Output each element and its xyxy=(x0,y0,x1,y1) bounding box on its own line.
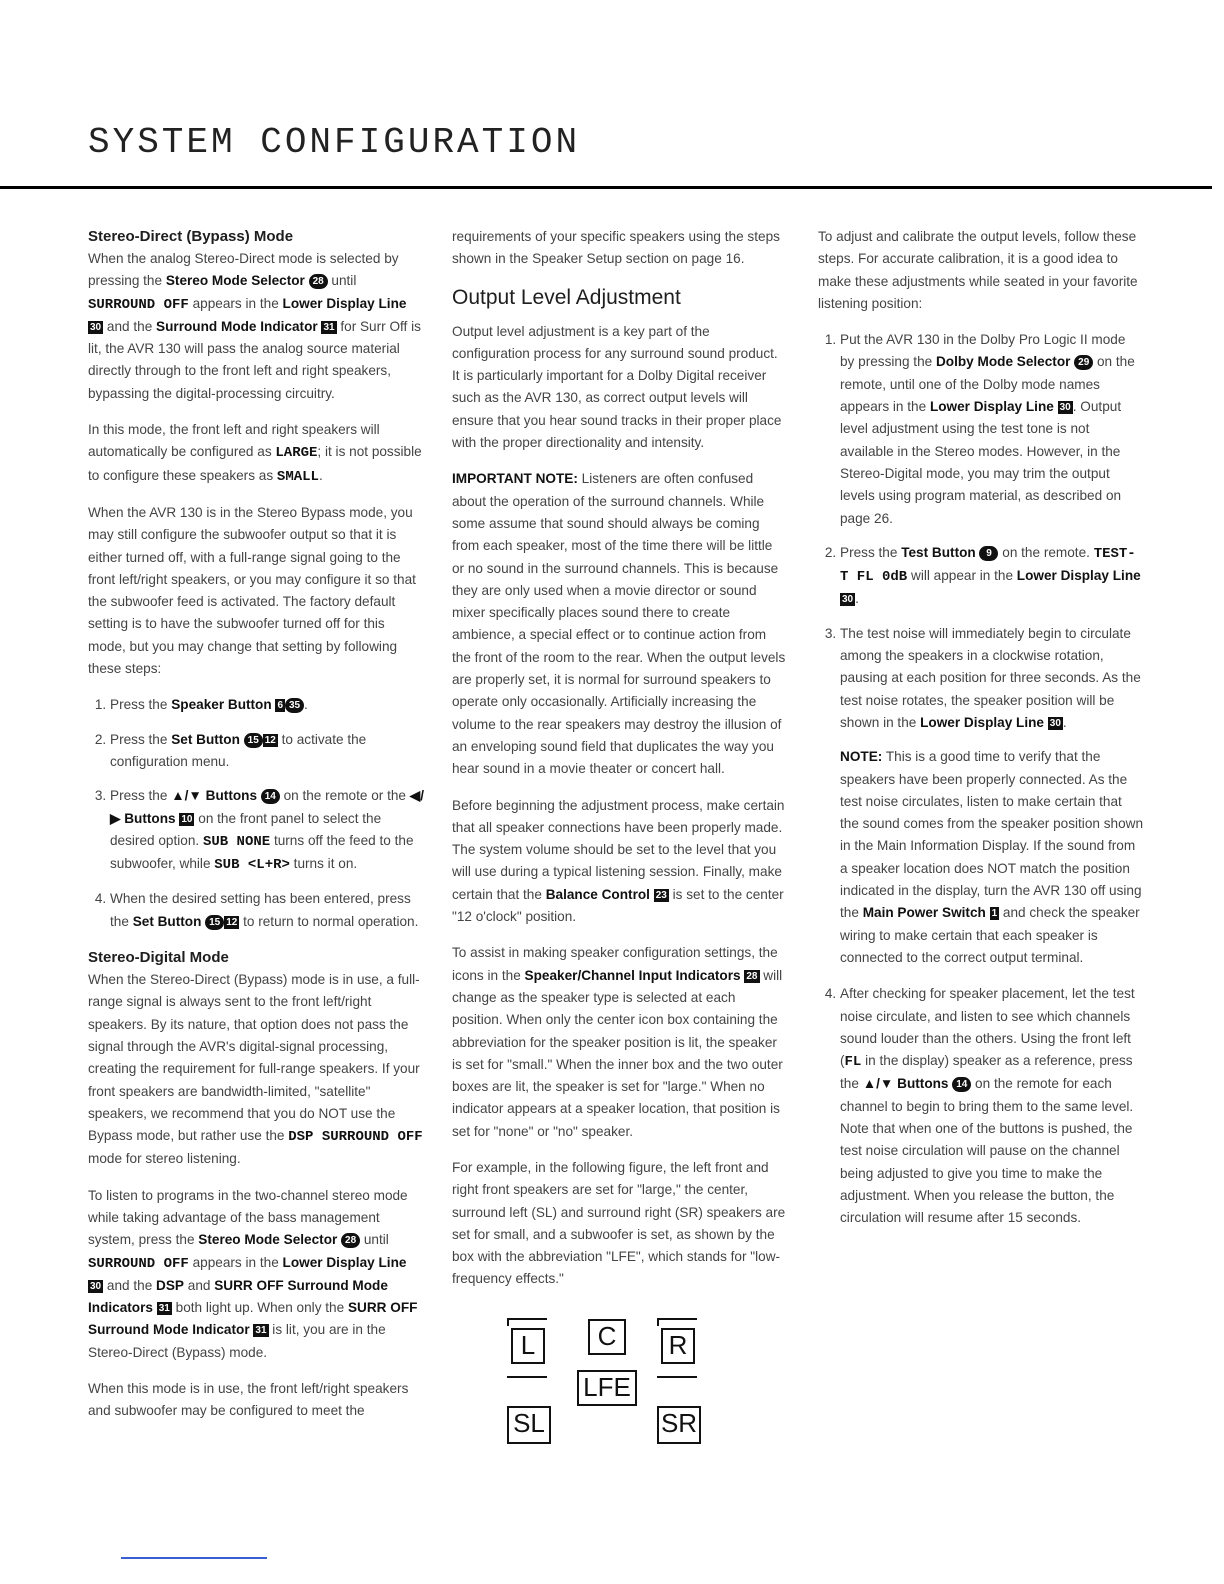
steps-list xyxy=(818,329,1143,1229)
ref-badge: 15 xyxy=(205,915,224,930)
paragraph: When the Stereo-Direct (Bypass) mode is in use, a full-range signal is always sent to the front left/right speakers. By its nature, that option does not pass the signal through the AVR's digital-signal processing, creating the requirement for full-range speakers. If your front speakers are bandwidth-limited, "satellite" speakers, we recommend that you do NOT use the Bypass mode, but rather use the DSP SURROUND OFF mode for stereo listening. xyxy=(88,972,423,1167)
steps-list xyxy=(88,694,424,933)
list-item: 4. When the desired setting has been entered, press the Set Button 15 12 to return to normal operation. xyxy=(110,888,424,933)
list-item: 4. After checking for speaker placement, let the test noise circulate, and listen to see which channels sound louder than the others. Using the front left (FL in the display) speaker as a reference, press the ▲/▼ Buttons 14 on the remote for each channel to begin to bring them to the same level. Note that when one of the buttons is pushed, the test noise circulation will pause on the channel being adjusted to give you time to make the adjustment. When you release the button, the circulation will resume after 15 seconds. xyxy=(840,983,1143,1229)
ref-badge: 28 xyxy=(746,970,758,982)
list-item: 1. Press the Speaker Button 6 35 . xyxy=(110,694,424,716)
ref-badge: 15 xyxy=(244,733,263,748)
heading-output-level: Output Level Adjustment xyxy=(452,285,681,309)
title-rule xyxy=(0,186,1212,189)
ref-badge: 12 xyxy=(264,734,276,746)
paragraph: requirements of your specific speakers using the steps shown in the Speaker Setup section on page 16. xyxy=(452,229,780,267)
ref-badge: 31 xyxy=(255,1325,267,1337)
list-item: 2. Press the Test Button 9 on the remote. TEST-T FL 0dB will appear in the Lower Display Line 30 . xyxy=(840,542,1143,611)
ref-badge: 12 xyxy=(226,916,238,928)
paragraph: IMPORTANT NOTE: Listeners are often confused about the operation of the surround channels. While some assume that sound should always be coming from each speaker, most of the time there will be little or no sound in the surround channels. This is because they are only used when a movie director or sound mixer specifically places sound there to create ambience, a special effect or to continue action from the front of the room to the rear. When the output levels are properly set, it is normal for surround speakers to operate only occasionally. Artificially increasing the volume to the rear speakers may destroy the illusion of an enveloping sound field that duplicates the way you hear sound in a movie theater or concert hall. xyxy=(452,471,786,777)
ref-badge: 30 xyxy=(90,1280,102,1292)
ref-badge: 31 xyxy=(323,321,335,333)
ref-badge: 35 xyxy=(285,698,304,713)
list-item: 2. Press the Set Button 15 12 to activate the configuration menu. xyxy=(110,729,424,774)
paragraph: In this mode, the front left and right speakers will automatically be configured as LARGE; it is not possible to configure these speakers as SMALL. xyxy=(88,422,422,485)
ref-badge: 14 xyxy=(261,789,280,804)
note: NOTE: This is a good time to verify that the speakers have been properly connected. As the test noise circulates, listen to make certain that the sound comes from the speaker position shown in the Main Information Display. If the sound from a speaker location does NOT match the position indicated in the display, turn the AVR 130 off using the Main Power Switch 1 and check the speaker wiring to make certain that each speaker is connected to the correct output terminal. xyxy=(840,749,1144,965)
paragraph: For example, in the following figure, the left front and right front speakers are set for "large," the center, surround left (SL) and surround right (SR) speakers are set for small, and a subwoofer is set, as shown by the box with the abbreviation "LFE", which stands for "low-frequency effects." xyxy=(452,1159,786,1287)
paragraph: Before beginning the adjustment process, make certain that all speaker connections have been properly made. The system volume should be set to the level that you will use during a typical listening session. Finally, make certain that the Balance Control 23 is set to the center "12 o'clock" position. xyxy=(452,797,785,925)
ref-badge: 10 xyxy=(181,813,193,825)
ref-badge: 28 xyxy=(309,274,328,289)
paragraph: When the analog Stereo-Direct mode is selected by pressing the Stereo Mode Selector 28 until SURROUND OFF appears in the Lower Display Line 30 and the Surround Mode Indicator 31 for Surr Off is lit, the AVR 130 will pass the analog source material directly through to the front left and right speakers, bypassing the digital-processing circuitry. xyxy=(88,251,421,401)
ref-badge: 1 xyxy=(991,908,998,920)
ref-badge: 14 xyxy=(952,1077,971,1092)
column-3 xyxy=(818,226,1143,1243)
ref-badge: 23 xyxy=(655,889,667,901)
speaker-diagram xyxy=(505,1318,705,1453)
page-title: SYSTEM CONFIGURATION xyxy=(88,122,581,163)
speaker-sl-box: SL xyxy=(507,1406,551,1444)
speaker-sr-box: SR xyxy=(657,1406,701,1444)
heading-stereo-digital: Stereo-Digital Mode xyxy=(88,949,229,967)
paragraph: To listen to programs in the two-channel stereo mode while taking advantage of the bass management system, press the Stereo Mode Selector 28 until SURROUND OFF appears in the Lower Display Line 30 and the DSP and SURR OFF Surround Mode Indicators 31 both light up. When only the SURR OFF Surround Mode Indicator 31 is lit, you are in the Stereo-Direct (Bypass) mode. xyxy=(88,1187,418,1360)
paragraph: When the AVR 130 is in the Stereo Bypass mode, you may still configure the subwoofer output so that it is either turned off, with a full-range signal going to the front left/right speakers, or you may configure it so that the subwoofer feed is activated. The factory default setting is to have the subwoofer turned off for this mode, but you may change that setting by following these steps: xyxy=(88,504,416,677)
column-1 xyxy=(88,226,424,1437)
paragraph: Output level adjustment is a key part of the configuration process for any surround sound product. It is particularly important for a Dolby Digital receiver such as the AVR 130, as correct output levels will ensure that you hear sound tracks in their proper place with the proper directionality and intensity. xyxy=(452,323,782,451)
heading-stereo-direct: Stereo-Direct (Bypass) Mode xyxy=(88,228,294,245)
speaker-c-box: C xyxy=(588,1319,626,1355)
list-item: 1. Put the AVR 130 in the Dolby Pro Logic II mode by pressing the Dolby Mode Selector 29 on the remote, until one of the Dolby mode names appears in the Lower Display Line 30 . Output level adjustment using the test tone is not available in the Stereo modes. However, in the Stereo-Digital mode, you may trim the output levels using program material, as described on page 26. xyxy=(840,329,1143,530)
ref-badge: 30 xyxy=(90,321,102,333)
ref-badge: 30 xyxy=(1059,402,1071,414)
list-item: 3. Press the ▲/▼ Buttons 14 on the remote or the ◀/▶ Buttons 10 on the front panel to select the desired option. SUB NONE turns off the feed to the subwoofer, while SUB <L+R> turns it on. xyxy=(110,785,424,876)
paragraph: To assist in making speaker configuration settings, the icons in the Speaker/Channel Input Indicators 28 will change as the speaker type is selected at each position. When only the center icon box containing the abbreviation for the speaker position is lit, the speaker is set for "small." When the inner box and the two outer boxes are lit, the speaker is set for "large." When no indicator appears at a speaker location, that position is set for "none" or "no" speaker. xyxy=(452,945,783,1139)
ref-badge: 31 xyxy=(158,1303,170,1315)
list-item: 3. The test noise will immediately begin to circulate among the speakers in a clockwise rotation, pausing at each position for three seconds. As the test noise rotates, the speaker position will be shown in the Lower Display Line 30 . NOTE: This is a good time to verify that the speakers have been properly connected. As the test noise circulates, listen to make certain that the sound comes from the speaker position shown in the Main Information Display. If the sound from a speaker location does NOT match the position indicated in the display, turn the AVR 130 off using the Main Power Switch 1 and check the speaker wiring to make certain that each speaker is connected to the correct output terminal. xyxy=(840,623,1143,969)
ref-badge: 30 xyxy=(1049,717,1061,729)
speaker-l-box: L xyxy=(511,1328,545,1364)
ref-badge: 29 xyxy=(1074,355,1093,370)
column-2 xyxy=(452,226,788,1305)
ref-badge: 6 xyxy=(277,700,284,712)
speaker-r-box: R xyxy=(661,1328,695,1364)
footer-rule xyxy=(121,1557,267,1559)
ref-badge: 30 xyxy=(842,594,854,606)
paragraph: When this mode is in use, the front left/right speakers and subwoofer may be configured to meet the xyxy=(88,1381,409,1419)
ref-badge: 28 xyxy=(341,1233,360,1248)
ref-badge: 9 xyxy=(979,546,998,561)
speaker-lfe-box: LFE xyxy=(577,1370,637,1406)
paragraph: To adjust and calibrate the output levels, follow these steps. For accurate calibration, it is a good idea to make these adjustments while seated in your favorite listening position: xyxy=(818,229,1138,311)
